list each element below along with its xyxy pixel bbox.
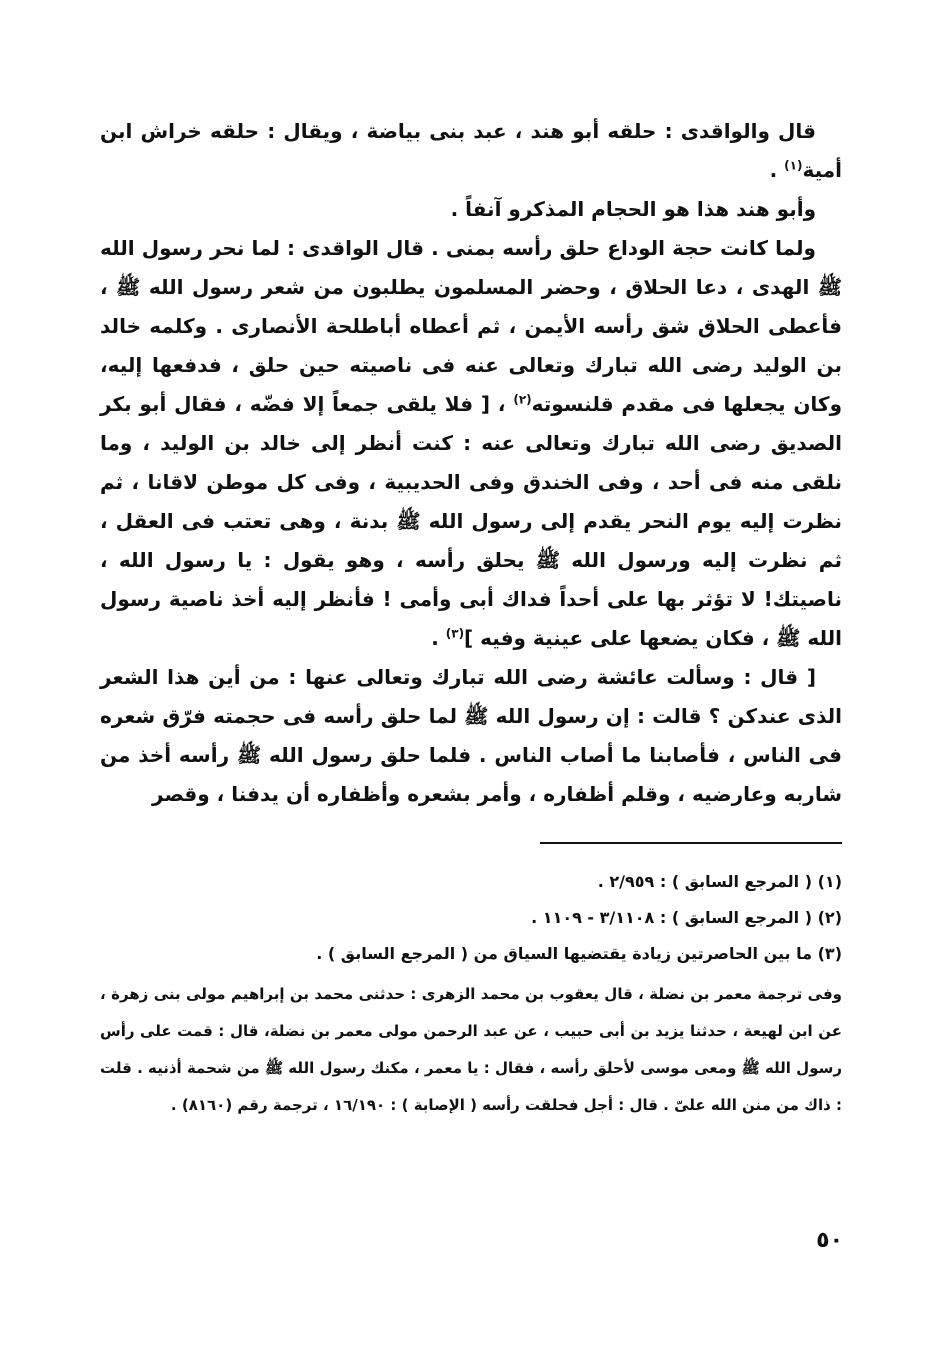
paragraph-1-text: قال والواقدى : حلقه أبو هند ، عبد بنى بياضة ، ويقال : حلقه خراش ابن أمية (100, 119, 842, 182)
footnote-ref-2: (٢) (513, 392, 532, 407)
paragraph-3 (100, 229, 842, 658)
footnote-1: (١) ( المرجع السابق ) : ٢/٩٥٩ . (597, 872, 842, 891)
footnote-ref-1: (١) (784, 158, 803, 173)
main-text (100, 112, 842, 814)
paragraph-3-text-b: ، [ فلا يلقى جمعاً إلا فضّه ، فقال أبو بكر الصديق رضى الله تبارك وتعالى عنه : كنت أنظر إلى خالد بن الوليد ، وما نلقى منه فى أحد ، وفى الخندق وفى الحديبية ، وفى كل موطن لاقانا ، ثم نظرت إليه يوم النحر يقدم إلى رسول الله ﷺ بدنة ، وهى تعتب فى العقل ، ثم نظرت إليه ورسول الله ﷺ يحلق رأسه ، وهو يقول : يا رسول الله ، ناصيتك! لا تؤثر بها على أحداً فداك أبى وأمى ! فأنظر إليه أخذ ناصية رسول الله ﷺ ، فكان يضعها على عينية وفيه ] (100, 392, 842, 650)
footnote-ref-3: (٣) (445, 626, 465, 641)
footnote-2: (٢) ( المرجع السابق ) : ٣/١١٠٨ - ١١٠٩ . (531, 908, 842, 927)
paragraph-1-end: . (769, 158, 785, 182)
page-number: ٥٠ (816, 1228, 843, 1253)
paragraph-4: [ قال : وسألت عائشة رضى الله تبارك وتعالى عنها : من أين هذا الشعر الذى عندكن ؟ قالت : إن رسول الله ﷺ لما حلق رأسه فى حجمته فرّق شعره فى الناس ، فأصابنا ما أصاب الناس . فلما حلق رسول الله ﷺ رأسه أخذ من شاربه وعارضيه ، وقلم أظفاره ، وأمر بشعره وأظفاره أن يدفنا ، وقصر (100, 665, 842, 806)
paragraph-3-text-a: ولما كانت حجة الوداع حلق رأسه بمنى . قال الواقدى : لما نحر رسول الله ﷺ الهدى ، دعا الحلاق ، وحضر المسلمون يطلبون من شعر رسول الله ﷺ ، فأعطى الحلاق شق رأسه الأيمن ، ثم أعطاه أباطلحة الأنصارى . وكلمه خالد بن الوليد رضى الله تبارك وتعالى عنه فى ناصيته حين حلق ، فدفعها إليه، وكان يجعلها فى مقدم قلنسوته (100, 236, 842, 416)
footnote-3-note: وفى ترجمة معمر بن نضلة ، قال يعقوب بن محمد الزهرى : حدثنى محمد بن إبراهيم مولى بنى زهرة ، عن ابن لهيعة ، حدثنا يزيد بن أبى حبيب ، عن عبد الرحمن مولى معمر بن نضلة، قال : قمت على رأس رسول الله ﷺ ومعى موسى لأحلق رأسه ، فقال : يا معمر ، مكنك رسول الله ﷺ من شحمة أذنيه . قلت : ذاك من منن الله علىّ . قال : أجل فحلقت رأسه ( الإصابة ) : ١٦/١٩٠ ، ترجمة رقم (٨١٦٠) . (100, 985, 842, 1114)
footnote-3: (٣) ما بين الحاصرتين زيادة يقتضيها السياق من ( المرجع السابق ) . (316, 944, 842, 963)
paragraph-1 (100, 112, 842, 190)
paragraph-2: وأبو هند هذا هو الحجام المذكرو آنفاً . (450, 197, 816, 221)
paragraph-3-end: . (431, 626, 446, 650)
footnote-separator (540, 842, 842, 844)
footnotes (100, 864, 842, 1124)
